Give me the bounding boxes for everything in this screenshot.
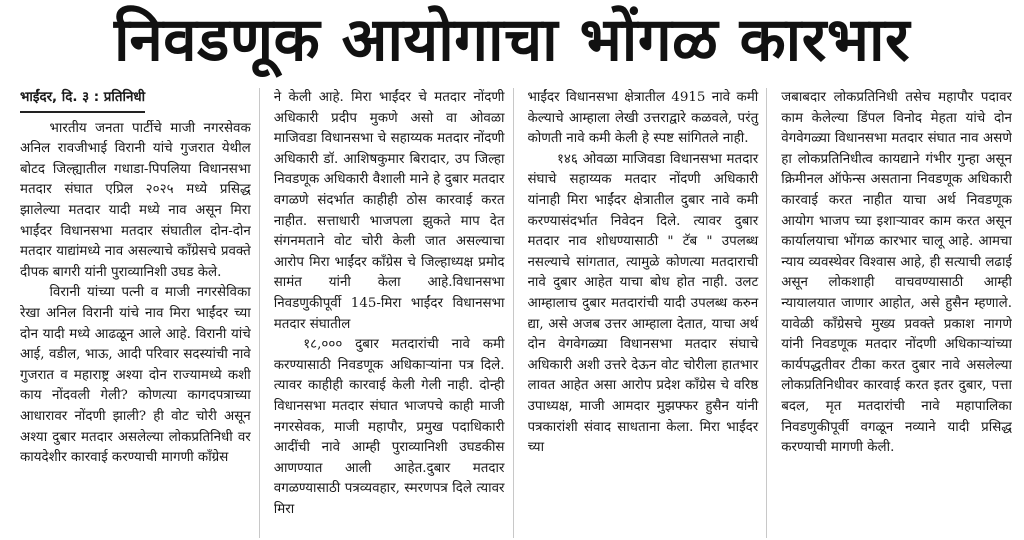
article-column-3 [528,88,768,538]
dateline: भाईंदर, दि. ३ : प्रतिनिधी [20,88,145,113]
paragraph: जबाबदार लोकप्रतिनिधी तसेच महापौर पदावर काम केलेल्या डिंपल विनोद मेहता यांचे दोन वेगवेगळ्या विधानसभा मतदार संघात नाव असणे हा लोकप्रतिनिधीत्व कायद्याने गंभीर गुन्हा असून क्रिमीनल ऑफेन्स असताना निवडणूक अधिकारी कारवाई करत नाहीत याचा अर्थ निवडणूक आयोग भाजप च्या इशाऱ्यावर काम करत असून कार्यालयाचा भोंगळ कारभार चालू आहे. आमचा न्याय व्यवस्थेवर विश्वास आहे, ही सत्याची लढाई असून लोकशाही वाचवण्यासाठी आम्ही न्यायालयात जाणार आहोत, असे हुसैन म्हणाले. यावेळी कॉंग्रेसचे मुख्य प्रवक्ते प्रकाश नागणे यांनी निवडणूक मतदार नोंदणी अधिकाऱ्यांच्या कार्यपद्धतीवर टीका करत दुबार नावे असलेल्या लोकप्रतिनिधीवर कारवाई करत इतर दुबार, पत्ता बदल, मृत मतदारांची नावे महापालिका निवडणुकीपूर्वी वगळून नव्याने यादी प्रसिद्ध करण्याची मागणी केली. [781,90,1012,456]
headline: निवडणूक आयोगाचा भोंगळ कारभार [113,5,911,75]
paragraph: ने केली आहे. मिरा भाईंदर चे मतदार नोंदणी अधिकारी प्रदीप मुकणे असो वा ओवळा माजिवडा विधानसभा चे सहाय्यक मतदार नोंदणी अधिकारी डॉ. आशिषकुमार बिरादार, उप जिल्हा निवडणूक अधिकारी वैशाली माने हे दुबार मतदार वगळणे संदर्भात काहीही ठोस कारवाई करत नाहीत. सत्ताधारी भाजपला झुकते माप देत संगनमताने वोट चोरी केली जात असल्याचा आरोप मिरा भाईंदर कॉंग्रेस चे जिल्हाध्यक्ष प्रमोद सामंत यांनी केला आहे.विधानसभा निवडणुकीपूर्वी 145-मिरा भाईंदर विधानसभा मतदार संघातील [273,90,505,332]
paragraph: १४६ ओवळा माजिवडा विधानसभा मतदार संघाचे सहाय्यक मतदार नोंदणी अधिकारी यांनाही मिरा भाईंदर क्षेत्रातील दुबार नावे कमी करण्यासंदर्भात निवेदन दिले. त्यावर दुबार मतदार नाव शोधण्यासाठी " टॅब " उपलब्ध नसल्याचे सांगतात, त्यामुळे कोणत्या मतदाराची नावे दुबार आहेत याचा बोध होत नाही. उलट आम्हालाच दुबार मतदारांची यादी उपलब्ध करुन द्या, असे अजब उत्तर आम्हाला देतात, याचा अर्थ दोन वेगवेगळ्या विधानसभा मतदार संघाचे अधिकारी अशी उत्तरे देऊन वोट चोरीला हातभार लावत आहेत असा आरोप प्रदेश कॉंग्रेस चे वरिष्ठ उपाध्यक्ष, माजी आमदार मुझफ्फर हुसैन यांनी पत्रकारांशी संवाद साधताना केला. मिरा भाईंदर च्या [527,151,759,456]
paragraph: भाईंदर विधानसभा क्षेत्रातील 4915 नावे कमी केल्याचे आम्हाला लेखी उत्तराद्वारे कळवले, परंतु कोणती नावे कमी केली हे स्पष्ट सांगितले नाही. [527,90,759,147]
article-body [20,88,1012,538]
article-column-2 [274,88,514,538]
paragraph: १८,००० दुबार मतदारांची नावे कमी करण्यासाठी निवडणूक अधिकाऱ्यांना पत्र दिले. त्यावर काहीही कारवाई केली गेली नाही. दोन्ही विधानसभा मतदार संघात भाजपचे काही माजी नगरसेवक, माजी महापौर, प्रमुख पदाधिकारी आदींची नावे आम्ही पुराव्यानिशी उघडकीस आणण्यात आली आहेत.दुबार मतदार वगळण्यासाठी पत्रव्यवहार, स्मरणपत्र दिले त्यावर मिरा [273,337,505,517]
article-column-4 [781,88,1012,538]
paragraph: भारतीय जनता पार्टीचे माजी नगरसेवक अनिल रावजीभाई विरानी यांचे गुजरात येथील बोटद जिल्ह्यातील गधाडा-पिपलिया विधानसभा मतदार संघात एप्रिल २०२५ मध्ये प्रसिद्ध झालेल्या मतदार यादी मध्ये नाव असून मिरा भाईंदर विधानसभा मतदार संघातील दोन-दोन मतदार याद्यांमध्ये नाव असल्याचे कॉंग्रेसचे प्रवक्ते दीपक बागरी यांनी पुराव्यानिशी उघड केले. [20,120,251,280]
article-column-1 [20,88,260,538]
paragraph: विरानी यांच्या पत्नी व माजी नगरसेविका रेखा अनिल विरानी यांचे नाव मिरा भाईंदर च्या दोन यादी मध्ये आढळून आले आहे. विरानी यांचे आई, वडील, भाऊ, आदी परिवार सदस्यांची नावे गुजरात व महाराष्ट्र अश्या दोन राज्यामध्ये कशी काय नोंदवली गेली? कोणत्या कागदपत्राच्या आधारावर नोंदणी झाली? ही वोट चोरी असून अश्या दुबार मतदार असलेल्या लोकप्रतिनिधी वर कायदेशीर कारवाई करण्याची मागणी कॉंग्रेस [20,285,251,466]
